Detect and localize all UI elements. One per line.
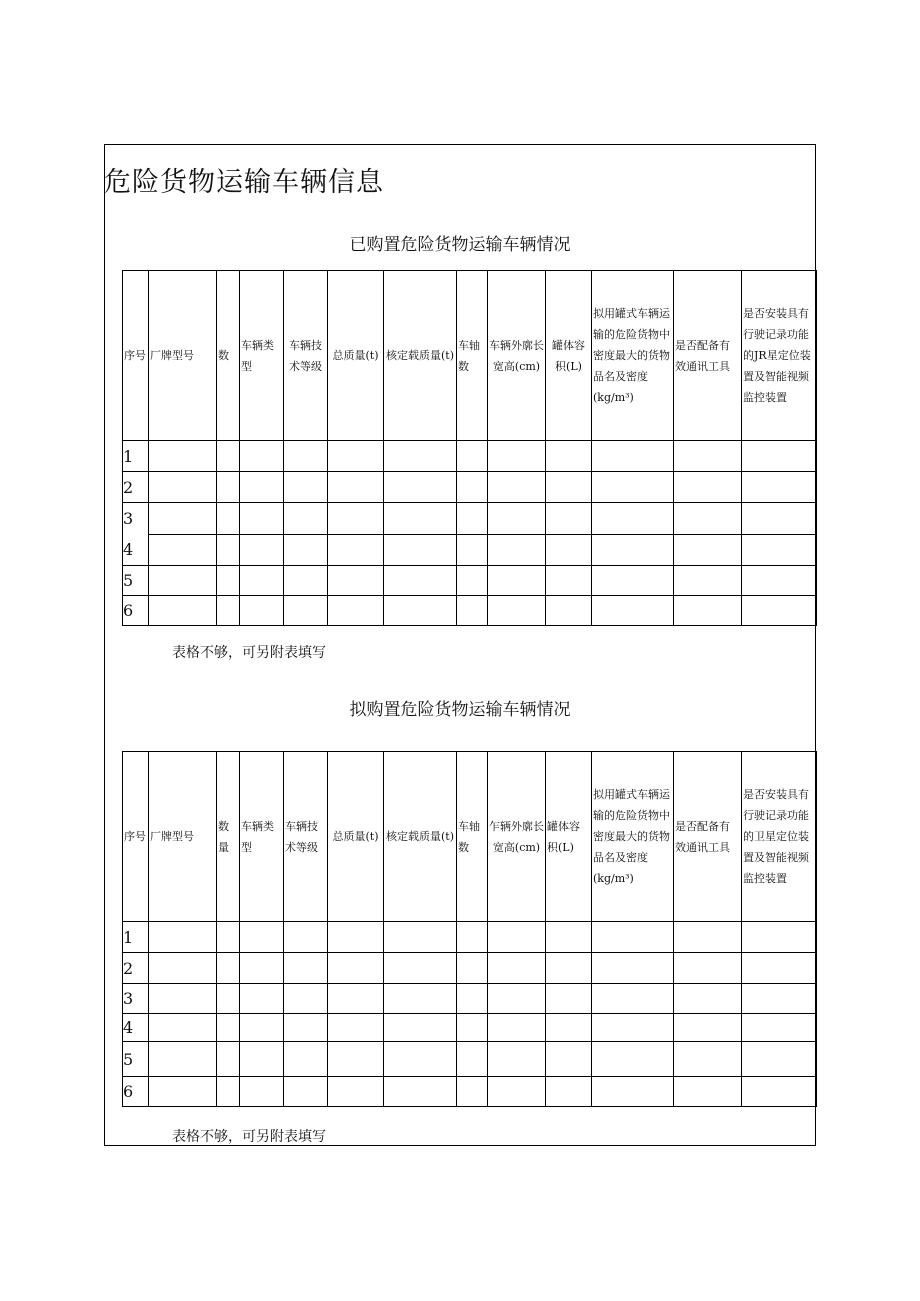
cell-gps-video[interactable]	[742, 534, 817, 566]
cell-tech-grade[interactable]	[284, 441, 328, 472]
cell-comm-tools[interactable]	[674, 566, 742, 596]
cell-model[interactable]	[149, 596, 217, 626]
cell-tech-grade[interactable]	[284, 472, 328, 503]
cell-axles[interactable]	[457, 922, 488, 953]
cell-gps-video[interactable]	[742, 1014, 817, 1042]
cell-count[interactable]	[217, 953, 240, 984]
cell-vehicle-type[interactable]	[240, 1014, 284, 1042]
col-header-gross-mass: 总质量(t)	[328, 752, 384, 922]
cell-gps-video[interactable]	[742, 1077, 817, 1107]
cell-rated-load[interactable]	[384, 566, 457, 596]
row-number: 1	[123, 922, 149, 953]
table-header-row	[123, 752, 817, 922]
cell-vehicle-type[interactable]	[240, 441, 284, 472]
page-title: 危险货物运输车辆信息	[104, 167, 384, 198]
cell-max-density-goods[interactable]	[592, 566, 674, 596]
cell-dimensions[interactable]	[488, 441, 546, 472]
cell-vehicle-type[interactable]	[240, 984, 284, 1014]
cell-comm-tools[interactable]	[674, 984, 742, 1014]
cell-rated-load[interactable]	[384, 472, 457, 503]
col-header-model: 厂牌型号	[149, 752, 217, 922]
col-header-count: 数量	[217, 752, 240, 922]
col-header-dimensions: 车辆外廓长宽高(cm)	[488, 271, 546, 441]
col-header-rated-load: 核定载质量(t)	[384, 271, 457, 441]
cell-axles[interactable]	[457, 953, 488, 984]
cell-vehicle-type[interactable]	[240, 1077, 284, 1107]
cell-gps-video[interactable]	[742, 472, 817, 503]
cell-rated-load[interactable]	[384, 596, 457, 626]
cell-vehicle-type[interactable]	[240, 922, 284, 953]
cell-tank-volume[interactable]	[546, 441, 592, 472]
cell-gps-video[interactable]	[742, 596, 817, 626]
col-header-max-density-goods: 拟用罐式车辆运输的危险货物中密度最大的货物品名及密度(kg/m³)	[592, 271, 674, 441]
cell-dimensions[interactable]	[488, 953, 546, 984]
cell-tech-grade[interactable]	[284, 534, 328, 566]
cell-axles[interactable]	[457, 534, 488, 566]
cell-dimensions[interactable]	[488, 472, 546, 503]
cell-max-density-goods[interactable]	[592, 984, 674, 1014]
cell-gross-mass[interactable]	[328, 441, 384, 472]
cell-model[interactable]	[149, 441, 217, 472]
cell-dimensions[interactable]	[488, 1014, 546, 1042]
col-header-axles: 车轴数	[457, 271, 488, 441]
cell-gps-video[interactable]	[742, 953, 817, 984]
cell-dimensions[interactable]	[488, 596, 546, 626]
row-number: 3	[123, 509, 134, 528]
cell-axles[interactable]	[457, 503, 488, 535]
cell-tech-grade[interactable]	[284, 503, 328, 535]
col-header-tank-volume: 罐体容积(L)	[546, 752, 592, 922]
cell-tech-grade[interactable]	[284, 984, 328, 1014]
cell-gps-video[interactable]	[742, 566, 817, 596]
cell-tank-volume[interactable]	[546, 1042, 592, 1077]
cell-gross-mass[interactable]	[328, 984, 384, 1014]
cell-model[interactable]	[149, 953, 217, 984]
table-row	[123, 566, 817, 596]
cell-model[interactable]	[149, 984, 217, 1014]
cell-comm-tools[interactable]	[674, 503, 742, 535]
col-header-count: 数	[217, 271, 240, 441]
cell-dimensions[interactable]	[488, 984, 546, 1014]
cell-model[interactable]	[149, 1014, 217, 1042]
cell-rated-load[interactable]	[384, 534, 457, 566]
cell-tech-grade[interactable]	[284, 566, 328, 596]
cell-count[interactable]	[217, 1014, 240, 1042]
cell-dimensions[interactable]	[488, 1042, 546, 1077]
cell-vehicle-type[interactable]	[240, 503, 284, 535]
cell-comm-tools[interactable]	[674, 472, 742, 503]
cell-count[interactable]	[217, 441, 240, 472]
cell-axles[interactable]	[457, 566, 488, 596]
cell-gross-mass[interactable]	[328, 1014, 384, 1042]
cell-dimensions[interactable]	[488, 503, 546, 535]
cell-tech-grade[interactable]	[284, 596, 328, 626]
cell-model[interactable]	[149, 1077, 217, 1107]
cell-comm-tools[interactable]	[674, 1077, 742, 1107]
cell-tank-volume[interactable]	[546, 472, 592, 503]
cell-count[interactable]	[217, 1077, 240, 1107]
cell-rated-load[interactable]	[384, 1042, 457, 1077]
table-row	[123, 984, 817, 1014]
col-header-gps-video: 是否安装具有行驶记录功能的卫星定位装置及智能视频监控装置	[742, 752, 817, 922]
table-row	[123, 1077, 817, 1107]
cell-vehicle-type[interactable]	[240, 1042, 284, 1077]
cell-axles[interactable]	[457, 1077, 488, 1107]
cell-gps-video[interactable]	[742, 503, 817, 535]
cell-tech-grade[interactable]	[284, 922, 328, 953]
cell-max-density-goods[interactable]	[592, 1042, 674, 1077]
cell-tank-volume[interactable]	[546, 1014, 592, 1042]
cell-tank-volume[interactable]	[546, 1077, 592, 1107]
cell-max-density-goods[interactable]	[592, 1014, 674, 1042]
cell-count[interactable]	[217, 1042, 240, 1077]
row-number: 4	[123, 1014, 149, 1042]
cell-axles[interactable]	[457, 472, 488, 503]
cell-tank-volume[interactable]	[546, 922, 592, 953]
cell-comm-tools[interactable]	[674, 922, 742, 953]
cell-gps-video[interactable]	[742, 984, 817, 1014]
table-note-1: 表格不够，可另附表填写	[172, 645, 326, 661]
col-header-gps-video: 是否安装具有行驶记录功能的JR星定位装置及智能视频监控装置	[742, 271, 817, 441]
cell-max-density-goods[interactable]	[592, 596, 674, 626]
cell-model[interactable]	[149, 534, 217, 566]
col-header-vehicle-type: 车辆类型	[240, 271, 284, 441]
cell-gross-mass[interactable]	[328, 596, 384, 626]
cell-tank-volume[interactable]	[546, 534, 592, 566]
cell-tank-volume[interactable]	[546, 503, 592, 535]
col-header-axles: 车轴数	[457, 752, 488, 922]
cell-axles[interactable]	[457, 1014, 488, 1042]
cell-model[interactable]	[149, 922, 217, 953]
planned-vehicles-table	[122, 751, 817, 1107]
cell-max-density-goods[interactable]	[592, 953, 674, 984]
cell-gps-video[interactable]	[742, 922, 817, 953]
row-number: 6	[123, 596, 149, 626]
cell-model[interactable]	[149, 566, 217, 596]
cell-tank-volume[interactable]	[546, 953, 592, 984]
cell-dimensions[interactable]	[488, 922, 546, 953]
col-header-comm-tools: 是否配备有效通讯工具	[674, 752, 742, 922]
cell-count[interactable]	[217, 534, 240, 566]
purchased-vehicles-table	[122, 270, 817, 626]
cell-rated-load[interactable]	[384, 503, 457, 535]
cell-rated-load[interactable]	[384, 984, 457, 1014]
row-number: 5	[123, 566, 149, 596]
cell-gross-mass[interactable]	[328, 953, 384, 984]
cell-axles[interactable]	[457, 984, 488, 1014]
cell-comm-tools[interactable]	[674, 1014, 742, 1042]
col-header-max-density-goods: 拟用罐式车辆运输的危险货物中密度最大的货物品名及密度(kg/m³)	[592, 752, 674, 922]
cell-vehicle-type[interactable]	[240, 953, 284, 984]
col-header-tank-volume: 罐体容积(L)	[546, 271, 592, 441]
cell-vehicle-type[interactable]	[240, 534, 284, 566]
table-header-row	[123, 271, 817, 441]
cell-count[interactable]	[217, 503, 240, 535]
cell-gps-video[interactable]	[742, 441, 817, 472]
row-number: 6	[123, 1077, 149, 1107]
cell-comm-tools[interactable]	[674, 953, 742, 984]
cell-vehicle-type[interactable]	[240, 596, 284, 626]
cell-count[interactable]	[217, 566, 240, 596]
col-header-index: 序号	[123, 271, 149, 441]
cell-model[interactable]	[149, 503, 217, 535]
cell-tank-volume[interactable]	[546, 984, 592, 1014]
cell-comm-tools[interactable]	[674, 596, 742, 626]
cell-count[interactable]	[217, 922, 240, 953]
cell-tank-volume[interactable]	[546, 596, 592, 626]
table-row	[123, 953, 817, 984]
row-number: 4	[123, 540, 134, 559]
cell-tech-grade[interactable]	[284, 1014, 328, 1042]
row-number: 2	[123, 953, 149, 984]
col-header-gross-mass: 总质量(t)	[328, 271, 384, 441]
cell-dimensions[interactable]	[488, 1077, 546, 1107]
cell-rated-load[interactable]	[384, 922, 457, 953]
table-note-2: 表格不够，可另附表填写	[172, 1129, 326, 1145]
cell-max-density-goods[interactable]	[592, 441, 674, 472]
row-number: 3	[123, 984, 149, 1014]
cell-gross-mass[interactable]	[328, 534, 384, 566]
table-row	[123, 596, 817, 626]
table-row	[123, 503, 817, 535]
cell-comm-tools[interactable]	[674, 441, 742, 472]
cell-max-density-goods[interactable]	[592, 534, 674, 566]
cell-max-density-goods[interactable]	[592, 1077, 674, 1107]
col-header-tech-grade: 车辆技术等级	[284, 271, 328, 441]
cell-vehicle-type[interactable]	[240, 566, 284, 596]
row-number: 2	[123, 472, 149, 503]
section-title-planned: 拟购置危险货物运输车辆情况	[349, 700, 571, 720]
col-header-comm-tools: 是否配备有效通讯工具	[674, 271, 742, 441]
cell-gps-video[interactable]	[742, 1042, 817, 1077]
cell-model[interactable]	[149, 472, 217, 503]
table-row	[123, 534, 817, 566]
cell-axles[interactable]	[457, 1042, 488, 1077]
cell-tech-grade[interactable]	[284, 1042, 328, 1077]
cell-gross-mass[interactable]	[328, 1077, 384, 1107]
cell-rated-load[interactable]	[384, 1014, 457, 1042]
cell-comm-tools[interactable]	[674, 1042, 742, 1077]
cell-axles[interactable]	[457, 596, 488, 626]
table-row	[123, 1014, 817, 1042]
col-header-tech-grade: 车辆技术等级	[284, 752, 328, 922]
cell-tech-grade[interactable]	[284, 953, 328, 984]
table-row	[123, 1042, 817, 1077]
cell-gross-mass[interactable]	[328, 566, 384, 596]
cell-rated-load[interactable]	[384, 1077, 457, 1107]
cell-gross-mass[interactable]	[328, 472, 384, 503]
cell-vehicle-type[interactable]	[240, 472, 284, 503]
cell-axles[interactable]	[457, 441, 488, 472]
cell-comm-tools[interactable]	[674, 534, 742, 566]
cell-max-density-goods[interactable]	[592, 503, 674, 535]
col-header-dimensions: 乍辆外廓长宽高(cm)	[488, 752, 546, 922]
cell-dimensions[interactable]	[488, 566, 546, 596]
cell-gross-mass[interactable]	[328, 1042, 384, 1077]
cell-model[interactable]	[149, 1042, 217, 1077]
cell-count[interactable]	[217, 984, 240, 1014]
col-header-model: 厂牌型号	[149, 271, 217, 441]
cell-dimensions[interactable]	[488, 534, 546, 566]
row-number: 5	[123, 1042, 149, 1077]
row-number: 1	[123, 441, 149, 472]
cell-rated-load[interactable]	[384, 441, 457, 472]
table-row	[123, 922, 817, 953]
cell-gross-mass[interactable]	[328, 503, 384, 535]
cell-max-density-goods[interactable]	[592, 922, 674, 953]
table-row	[123, 441, 817, 472]
col-header-index: 序号	[123, 752, 149, 922]
row-number-merged	[123, 503, 149, 566]
cell-count[interactable]	[217, 472, 240, 503]
cell-tank-volume[interactable]	[546, 566, 592, 596]
cell-rated-load[interactable]	[384, 953, 457, 984]
cell-max-density-goods[interactable]	[592, 472, 674, 503]
col-header-vehicle-type: 车辆类型	[240, 752, 284, 922]
cell-tech-grade[interactable]	[284, 1077, 328, 1107]
cell-gross-mass[interactable]	[328, 922, 384, 953]
table-row	[123, 472, 817, 503]
section-title-purchased: 已购置危险货物运输车辆情况	[349, 235, 571, 255]
cell-count[interactable]	[217, 596, 240, 626]
col-header-rated-load: 核定载质量(t)	[384, 752, 457, 922]
